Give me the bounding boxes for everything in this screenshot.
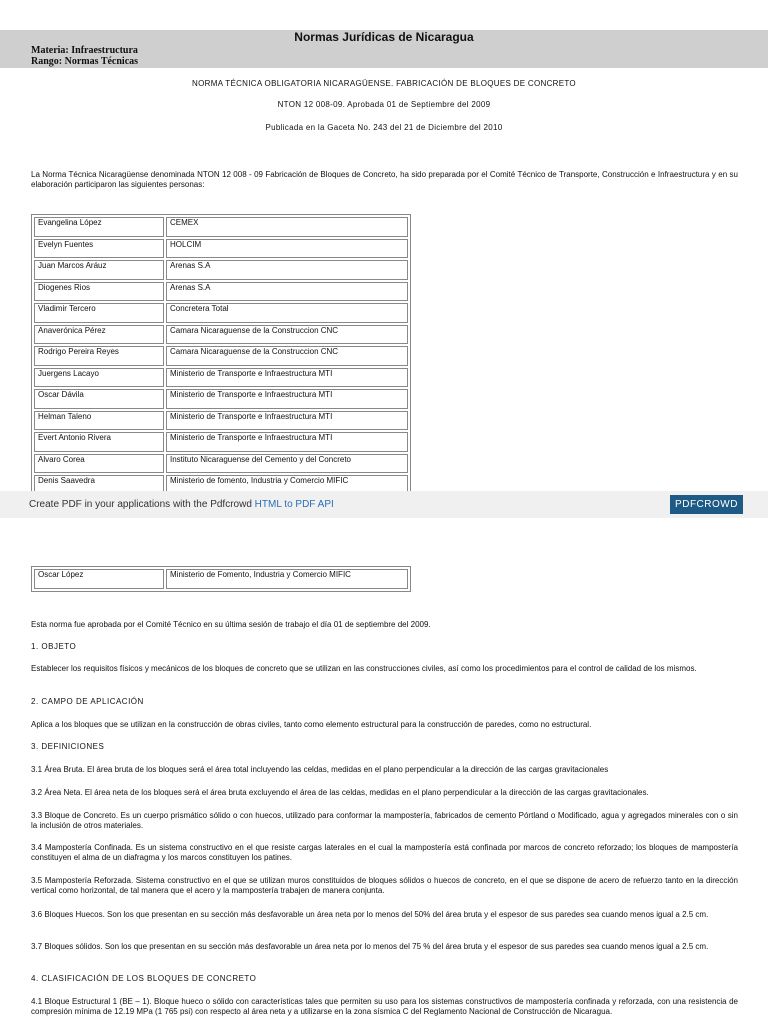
participant-name: Diogenes Rios (34, 282, 164, 302)
participant-name: Oscar Dávila (34, 389, 164, 409)
participant-name: Evangelina López (34, 217, 164, 237)
gazette-line: Publicada en la Gaceta No. 243 del 21 de Diciembre del 2010 (265, 123, 503, 132)
page-title: Normas Jurídicas de Nicaragua (294, 30, 474, 44)
definition-3-6: 3.6 Bloques Huecos. Son los que presentan en su sección más desfavorable un área neta por lo menos del 50% del área bruta y el espesor de sus paredes sea cuando menos igual a 2.5 cm. (31, 910, 709, 919)
table-row (34, 368, 408, 388)
table-row (34, 260, 408, 280)
participant-name: Oscar López (34, 569, 164, 589)
participant-name: Juan Marcos Aráuz (34, 260, 164, 280)
norm-title: NORMA TÉCNICA OBLIGATORIA NICARAGÜENSE. FABRICACIÓN DE BLOQUES DE CONCRETO (192, 79, 576, 88)
table-row (34, 432, 408, 452)
participant-organization: Ministerio de Transporte e Infraestructura MTI (166, 432, 408, 452)
intro-paragraph: La Norma Técnica Nicaragüense denominada NTON 12 008 - 09 Fabricación de Bloques de Concreto, ha sido preparada por el Comité Técnico de Transporte, Construcción e Infraestructura y en su elaboración participaron las siguientes personas: (31, 170, 738, 189)
pdfcrowd-text (29, 499, 334, 510)
pdfcrowd-caption: Create PDF in your applications with the Pdfcrowd (29, 499, 255, 510)
participant-organization: Instituto Nicaraguense del Cemento y del Concreto (166, 454, 408, 474)
definition-3-7: 3.7 Bloques sólidos. Son los que presentan en su sección más desfavorable un área neta por lo menos del 75 % del área bruta y el espesor de sus paredes sea cuando menos igual a 2.5 cm. (31, 942, 709, 951)
definition-3-1: 3.1 Área Bruta. El área bruta de los bloques será el área total incluyendo las celdas, medidas en el plano perpendicular a la dirección de las cargas gravitacionales (31, 765, 609, 774)
table-row (34, 411, 408, 431)
participant-organization: Camara Nicaraguense de la Construccion CNC (166, 325, 408, 345)
section-3-title: 3. DEFINICIONES (31, 742, 105, 751)
section-1-title: 1. OBJETO (31, 642, 77, 651)
participant-organization: Ministerio de Transporte e Infraestructura MTI (166, 368, 408, 388)
participant-name: Evert Antonio Rivera (34, 432, 164, 452)
participant-name: Vladimir Tercero (34, 303, 164, 323)
section-4-title: 4. CLASIFICACIÓN DE LOS BLOQUES DE CONCRETO (31, 974, 257, 983)
participant-organization: Ministerio de Fomento, Industria y Comercio MIFIC (166, 569, 408, 589)
participant-organization: Ministerio de Transporte e Infraestructura MTI (166, 411, 408, 431)
table-row (34, 282, 408, 302)
rango-label: Rango: Normas Técnicas (31, 56, 139, 67)
participant-organization: Ministerio de Transporte e Infraestructura MTI (166, 389, 408, 409)
participants-table-continued (31, 566, 411, 592)
participant-organization: CEMEX (166, 217, 408, 237)
pdfcrowd-button[interactable]: PDFCROWD (670, 495, 743, 514)
participant-organization: Arenas S.A (166, 282, 408, 302)
table-row (34, 303, 408, 323)
header-meta (31, 45, 138, 67)
participant-name: Anaverónica Pérez (34, 325, 164, 345)
table-row (34, 454, 408, 474)
participant-organization: Ministerio de fomento, Industria y Comercio MIFIC (166, 475, 408, 495)
classification-4-1: 4.1 Bloque Estructural 1 (BE – 1). Bloque hueco o sólido con características tales que permiten su uso para los sistemas constructivos de mampostería confinada y reforzada, con una resistencia de compresión mínima de 12.19 MPa (1 765 psi) con respecto al área neta y a utilizarse en la zona sísmica C del Reglamento Nacional de Construcción de Nicaragua. (31, 997, 738, 1016)
definition-3-2: 3.2 Área Neta. El área neta de los bloques será el área bruta excluyendo el área de las celdas, medidas en el plano perpendicular a la dirección de las cargas gravitacionales. (31, 788, 649, 797)
participant-organization: HOLCIM (166, 239, 408, 259)
participant-name: Evelyn Fuentes (34, 239, 164, 259)
approval-paragraph: Esta norma fue aprobada por el Comité Técnico en su última sesión de trabajo el día 01 de septiembre del 2009. (31, 620, 431, 629)
pdfcrowd-link[interactable]: HTML to PDF API (254, 499, 334, 510)
participant-organization: Concretera Total (166, 303, 408, 323)
table-row (34, 569, 408, 589)
table-row (34, 325, 408, 345)
participant-organization: Camara Nicaraguense de la Construccion CNC (166, 346, 408, 366)
section-2-title: 2. CAMPO DE APLICACIÓN (31, 697, 144, 706)
table-row (34, 217, 408, 237)
table-row (34, 346, 408, 366)
section-1-text: Establecer los requisitos físicos y mecánicos de los bloques de concreto que se utilizan en las construcciones civiles, así como los procedimientos para el control de calidad de los mismos. (31, 664, 697, 673)
participant-name: Juergens Lacayo (34, 368, 164, 388)
participants-table (31, 214, 411, 498)
participant-name: Denis Saavedra (34, 475, 164, 495)
definition-3-3: 3.3 Bloque de Concreto. Es un cuerpo prismático sólido o con huecos, utilizado para conformar la mampostería, fabricados de cemento Pórtland o Modificado, agua y agregados minerales con o sin la inclusión de otros materiales. (31, 811, 738, 830)
materia-label: Materia: Infraestructura (31, 45, 138, 56)
table-row (34, 389, 408, 409)
participant-organization: Arenas S.A (166, 260, 408, 280)
participant-name: Helman Taleno (34, 411, 164, 431)
definition-3-4: 3.4 Mampostería Confinada. Es un sistema constructivo en el que resiste cargas laterales en el cual la mampostería está confinada por marcos de concreto reforzado; los bloques de mampostería constituyen el alma de un diafragma y los marcos constituyen los patines. (31, 843, 738, 862)
definition-3-5: 3.5 Mampostería Reforzada. Sistema constructivo en el que se utilizan muros constituidos de bloques sólidos o huecos de concreto, en el que se dispone de acero de refuerzo tanto en la dirección vertical como horizontal, de tal manera que el acero y la mampostería trabajen de manera conjunta. (31, 876, 738, 895)
participant-name: Rodrigo Pereira Reyes (34, 346, 164, 366)
participant-name: Alvaro Corea (34, 454, 164, 474)
table-row (34, 239, 408, 259)
section-2-text: Aplica a los bloques que se utilizan en la construcción de obras civiles, tanto como elemento estructural para la construcción de paredes, como no estructural. (31, 720, 592, 729)
norm-code: NTON 12 008-09. Aprobada 01 de Septiembre del 2009 (277, 100, 491, 109)
